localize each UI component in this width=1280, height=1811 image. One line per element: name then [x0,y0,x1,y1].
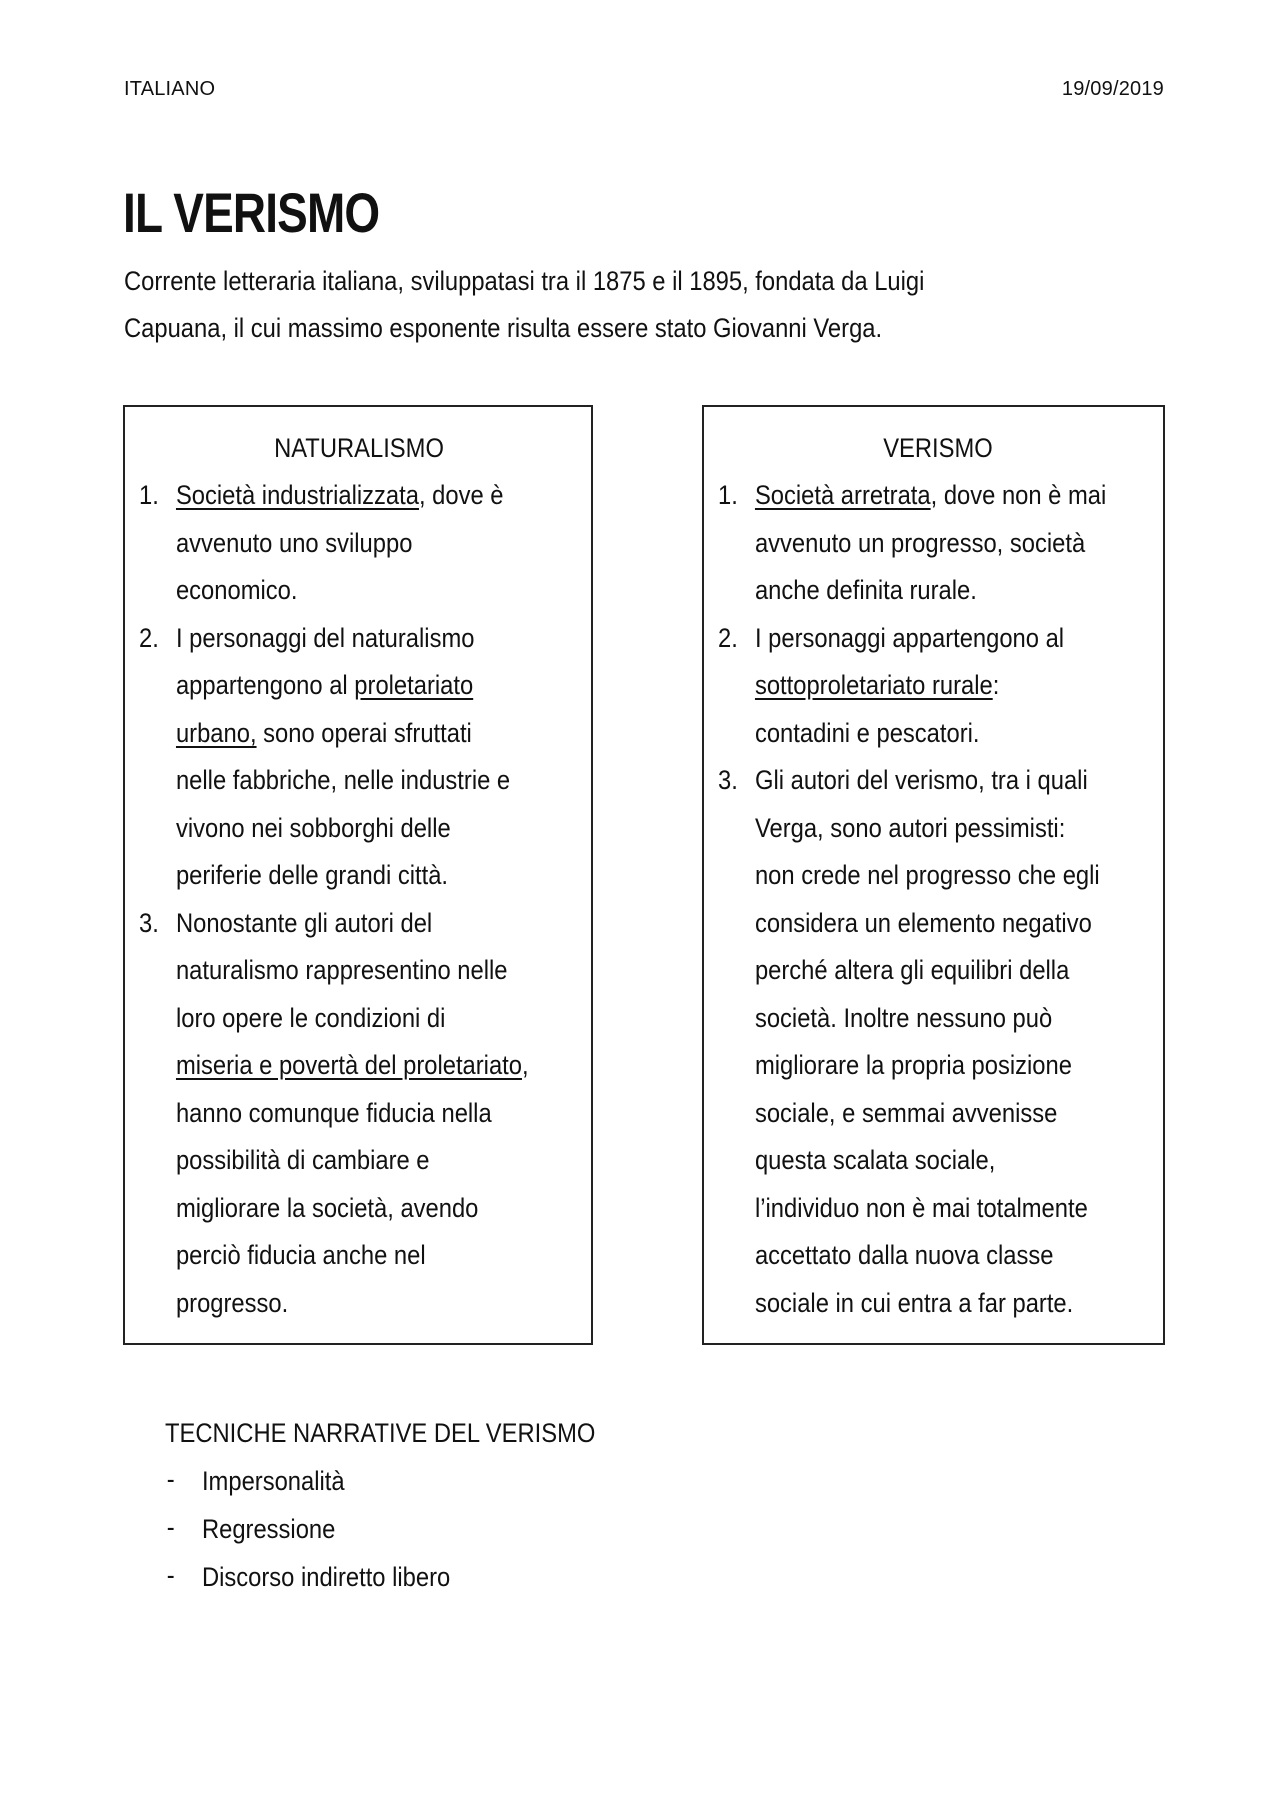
item-text: Gli autori del verismo, tra i quali [754,765,1088,795]
intro-paragraph [124,258,1127,352]
item-text: migliorare la società, avendo [175,1192,479,1223]
item-text: contadini e pescatori. [754,717,980,748]
item-number: 3. [139,907,159,938]
verismo-list [718,472,1158,1327]
list-item [165,1457,595,1505]
item-text: sociale, e semmai avvenisse [754,1097,1058,1128]
intro-line: Capuana, il cui massimo esponente risulta essere stato Giovanni Verga. [124,313,883,343]
item-text: questa scalata sociale, [754,1145,996,1175]
item-text: migliorare la propria posizione [754,1050,1072,1080]
list-item [139,900,579,1328]
technique-label: Impersonalità [201,1466,345,1496]
item-text: I personaggi del naturalismo [175,622,475,653]
item-number: 1. [718,480,738,510]
page-title: IL VERISMO [123,181,380,244]
underlined-text: Società industrializzata [175,480,419,510]
list-item [165,1505,595,1553]
underlined-text: sottoproletariato rurale [754,670,993,700]
item-text: hanno comunque fiducia nella [175,1097,492,1128]
techniques-section [165,1410,595,1601]
item-number: 2. [139,622,159,653]
item-text: l’individuo non è mai totalmente [754,1192,1088,1223]
verismo-content [718,425,1158,1327]
item-text: naturalismo rappresentino nelle [175,955,508,985]
item-text: perché altera gli equilibri della [754,955,1070,985]
bullet-dash: - [166,1464,175,1494]
underlined-text: proletariato [354,670,474,700]
technique-label: Regressione [201,1514,336,1544]
underlined-text: urbano, [175,717,257,748]
item-text: , dove non è mai [930,480,1107,510]
techniques-list [165,1457,595,1601]
date-label: 19/09/2019 [1061,78,1164,100]
item-text: accettato dalla nuova classe [754,1240,1054,1270]
list-item [718,472,1158,615]
list-item [165,1553,595,1601]
item-text: I personaggi appartengono al [754,622,1065,653]
item-text: vivono nei sobborghi delle [175,812,451,843]
verismo-heading: VERISMO [883,433,993,463]
bullet-dash: - [166,1560,175,1590]
item-text: periferie delle grandi città. [175,860,449,890]
item-number: 3. [718,765,738,795]
item-text: società. Inoltre nessuno può [754,1002,1053,1033]
item-text: anche definita rurale. [754,575,977,605]
item-text: perciò fiducia anche nel [175,1240,426,1270]
list-item [139,472,579,615]
item-text: avvenuto uno sviluppo [175,527,413,558]
item-text: nelle fabbriche, nelle industrie e [175,765,511,795]
item-text: avvenuto un progresso, società [754,527,1086,558]
list-item [718,757,1158,1327]
item-text: non crede nel progresso che egli [754,860,1100,890]
item-number: 1. [139,480,159,510]
item-number: 2. [718,622,738,653]
technique-label: Discorso indiretto libero [201,1562,451,1592]
naturalismo-content [139,425,579,1327]
item-text: appartengono al [175,670,355,700]
intro-line: Corrente letteraria italiana, sviluppatasi tra il 1875 e il 1895, fondata da Luigi [124,266,925,296]
item-text: Verga, sono autori pessimisti: [754,812,1066,843]
bullet-dash: - [166,1512,175,1542]
item-text: sociale in cui entra a far parte. [754,1287,1074,1318]
page-header [124,78,1164,101]
verismo-box [702,405,1165,1345]
item-text: loro opere le condizioni di [175,1002,446,1033]
naturalismo-heading: NATURALISMO [274,433,444,463]
item-text: economico. [175,575,298,605]
underlined-text: Società arretrata [754,480,931,510]
list-item [139,615,579,900]
item-text: considera un elemento negativo [754,907,1092,938]
item-text: Nonostante gli autori del [175,907,433,938]
item-text: , [521,1050,529,1080]
item-text: : [992,670,1000,700]
subject-label: ITALIANO [124,78,216,100]
item-text: sono operai sfruttati [256,717,472,748]
list-item [718,615,1158,758]
underlined-text: miseria e povertà del proletariato [175,1050,522,1080]
item-text: possibilità di cambiare e [175,1145,430,1175]
techniques-title: TECNICHE NARRATIVE DEL VERISMO [165,1418,596,1448]
item-text: progresso. [175,1287,289,1318]
naturalismo-box [123,405,593,1345]
item-text: , dove è [418,480,504,510]
naturalismo-list [139,472,579,1327]
